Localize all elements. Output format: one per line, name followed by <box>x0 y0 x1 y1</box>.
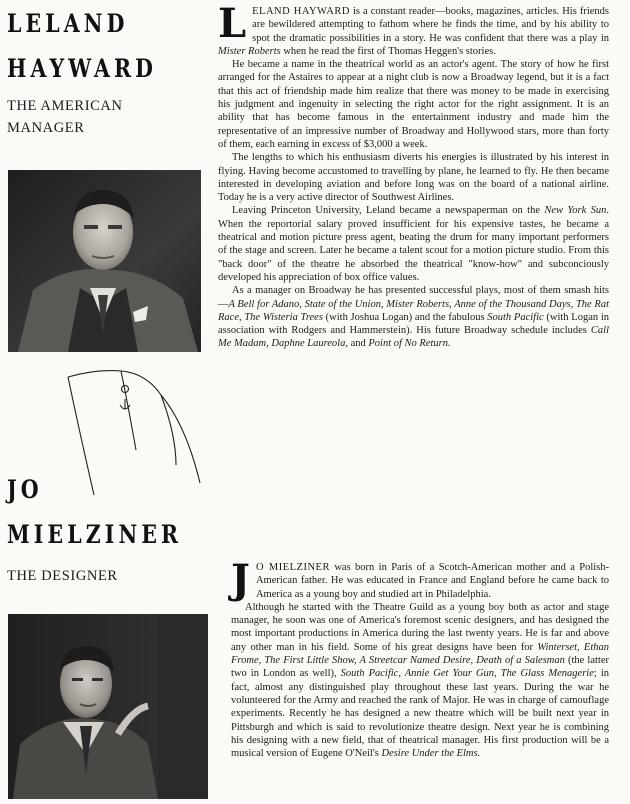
jo-lead-caps: O MIELZINER <box>255 562 330 573</box>
ship-illustration <box>66 365 211 505</box>
leland-hayward-photo <box>8 170 201 352</box>
jo-paragraph-1: J O MIELZINER was born in Paris of a Scotch-American mother and a Polish-American father. He was educated in France and England before he came back to America as a young boy and studied art in Philadelphia. <box>231 556 609 603</box>
jo-dropcap: J <box>231 556 250 603</box>
jo-mielziner-photo <box>8 614 208 799</box>
leland-paragraph-2: He became a name in the theatrical world as an actor's agent. The story of how he first arranged for the Astaires to appear at a night club is now a Broadway legend, but it is a fact that this act of friendship made him realize that there was money to be made in exercising his judgment and ingenuity in selecting the right actor for the right assignment. It is an ability that has become famous in the entertainment industry and made him the representative of an impressive number of Broadway and Hollywood stars, more than forty of them, each earning in excess of $3,000 a week. <box>218 59 609 150</box>
jo-name-line2: MIELZINER <box>7 520 183 549</box>
jo-role-line1: THE DESIGNER <box>7 568 118 584</box>
leland-paragraph-4: Leaving Princeton University, Leland became a newspaperman on the New York Sun. When the reportorial salary proved insufficient for his expensive tastes, he became a theatrical and motion picture press agent, beating the drum for many important performers of the stage and screen. Later he became a talent scout for a motion picture studio. From this "back door" of the theatre he absorbed the theatrical "know-how" and subconciously developed his appreciation of box office values. <box>218 205 609 283</box>
leland-biography <box>218 0 610 351</box>
leland-role-line2: MANAGER <box>7 120 85 136</box>
jo-biography <box>231 556 609 760</box>
leland-paragraph-1: LELAND HAYWARD is a constant reader—books, magazines, articles. His friends are bewildered attempting to fathom where he finds the time, and by his ability to spot the dramatic possibilities in a story. He was confident that there was a play in Mister Roberts when he read the first of Thomas Heggen's stories. <box>218 0 609 57</box>
leland-lead-caps: ELAND HAYWARD <box>252 6 350 17</box>
leland-role-line1: THE AMERICAN <box>7 98 123 114</box>
jo-name-line1: JO <box>7 475 43 504</box>
jo-paragraph-2: Although he started with the Theatre Guild as a young boy both as actor and stage manager, he soon was one of America's foremost scenic designers, and has designed the most important productions in America during the last twenty years. He is far and above any other man in his field. Some of his great designs have been for Winterset, Ethan Frome, The First Little Show, A Streetcar Named Desire, Death of a Salesman (the latter two in London as well), South Pacific, Annie Get Your Gun, The Glass Menagerie; in fact, almost any distinguished play throughout these last years. During the war he volunteered for the Army and reached the rank of Major. He was in charge of camouflage experiments. Recently he has designed a new theatre which will be built next year in Pittsburgh and which is said to revolutionize theatre design. Next year he is combining his designing with a new field, that of theatrical manager. His first production will be a musical version of Eugene O'Neil's Desire Under the Elms. <box>231 601 609 760</box>
leland-paragraph-3: The lengths to which his enthusiasm diverts his energies is illustrated by his interest in flying. Having become accustomed to travelling by plane, he learned to fly. He then became interested in developing aviation and before long was on the board of a national airline. Today he is a very active director of Southwest Airlines. <box>218 152 609 204</box>
leland-dropcap: L <box>218 0 247 47</box>
leland-name-line1: LELAND <box>7 9 129 38</box>
leland-name-line2: HAYWARD <box>7 54 158 83</box>
leland-paragraph-5: As a manager on Broadway he has presented successful plays, most of them smash hits—A Bell for Adano, State of the Union, Mister Roberts, Anne of the Thousand Days, The Rat Race, The Wisteria Trees (with Joshua Logan) and the fabulous South Pacific (with Logan in association with Rodgers and Hammerstein). His future Broadway schedule includes Call Me Madam, Daphne Laureola, and Point of No Return. <box>218 285 610 350</box>
